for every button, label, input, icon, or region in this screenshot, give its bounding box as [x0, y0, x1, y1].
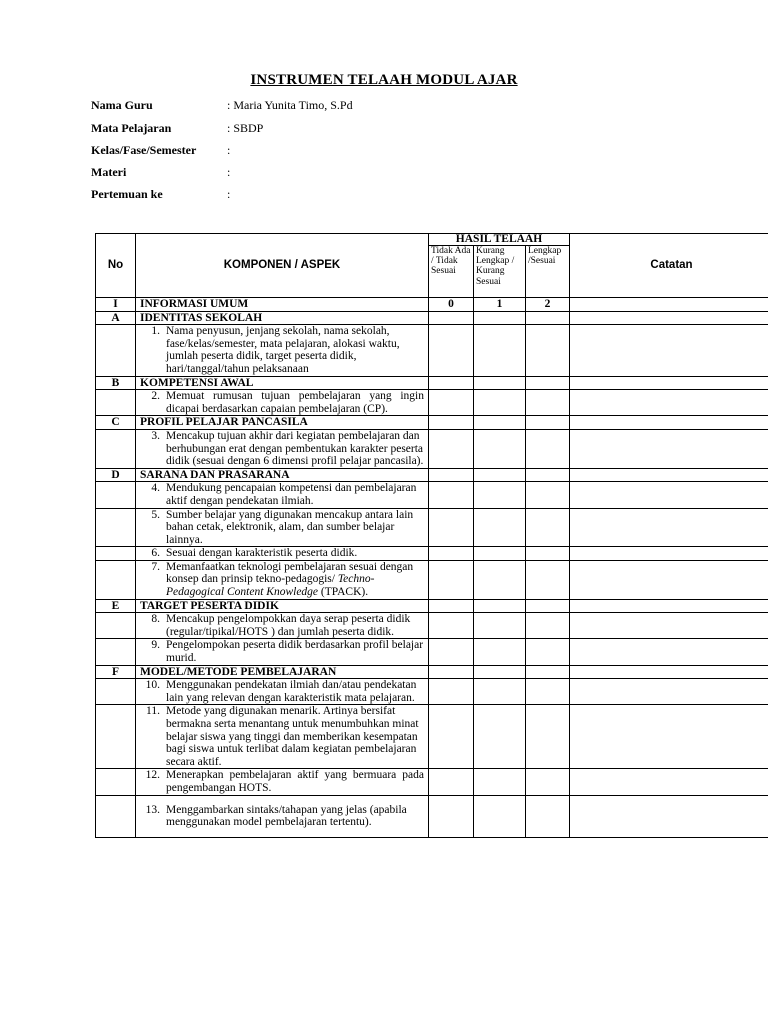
score-cell[interactable] [429, 560, 474, 599]
catatan-cell[interactable] [570, 298, 768, 312]
score-cell[interactable] [429, 482, 474, 508]
score-cell[interactable] [526, 390, 570, 416]
list-item [136, 795, 429, 837]
score-cell[interactable] [526, 639, 570, 665]
item-number: 2. [151, 390, 160, 403]
catatan-cell[interactable] [570, 795, 768, 837]
score-cell[interactable] [474, 769, 526, 795]
score-cell[interactable] [526, 665, 570, 679]
score-cell[interactable] [474, 795, 526, 837]
score-cell[interactable] [474, 599, 526, 613]
catatan-cell[interactable] [570, 769, 768, 795]
section-letter: C [96, 416, 136, 430]
item-text: Sesuai dengan karakteristik peserta didik. [166, 547, 358, 560]
score-cell[interactable] [429, 639, 474, 665]
list-item [136, 547, 429, 561]
catatan-cell[interactable] [570, 325, 768, 376]
item-number: 7. [151, 560, 160, 573]
score-cell[interactable] [474, 390, 526, 416]
score-cell[interactable] [429, 508, 474, 547]
header-komponen: KOMPONEN / ASPEK [136, 234, 429, 298]
score-cell[interactable] [429, 705, 474, 769]
item-number: 9. [151, 639, 160, 652]
score-cell[interactable] [526, 482, 570, 508]
score-cell[interactable] [429, 665, 474, 679]
section-letter: E [96, 599, 136, 613]
score-cell[interactable] [474, 639, 526, 665]
score-cell[interactable] [429, 325, 474, 376]
score-cell[interactable] [429, 311, 474, 325]
section-title: PROFIL PELAJAR PANCASILA [136, 416, 429, 430]
score-cell[interactable] [474, 376, 526, 390]
item-text: Pengelompokan peserta didik berdasarkan profil belajar murid. [166, 639, 424, 665]
item-text: Menggunakan pendekatan ilmiah dan/atau pendekatan lain yang relevan dengan karakteristik mata pelajaran. [166, 679, 417, 704]
score-value-2: 2 [526, 298, 570, 312]
score-cell[interactable] [526, 769, 570, 795]
list-item [136, 679, 429, 705]
item-number: 4. [151, 482, 160, 495]
section-title: TARGET PESERTA DIDIK [136, 599, 429, 613]
catatan-cell[interactable] [570, 560, 768, 599]
item-number: 13. [145, 803, 160, 816]
score-value-0: 0 [429, 298, 474, 312]
score-cell[interactable] [526, 705, 570, 769]
score-cell[interactable] [429, 429, 474, 468]
score-cell[interactable] [526, 468, 570, 482]
item-number: 5. [151, 508, 160, 521]
score-cell[interactable] [526, 679, 570, 705]
item-text: Mencakup tujuan akhir dari kegiatan pembelajaran dan berhubungan erat dengan pembentukan karakter peserta didik (sesuai dengan 6 dimensi profil pelajar pancasila). [166, 429, 424, 468]
score-cell[interactable] [429, 390, 474, 416]
item-text: Nama penyusun, jenjang sekolah, nama sekolah, fase/kelas/semester, mata pelajaran, alokasi waktu, jumlah peserta didik, target peserta didik, hari/tanggal/tahun pelaksanaan [166, 325, 400, 375]
info-label: Pertemuan ke [91, 187, 163, 201]
score-cell[interactable] [526, 416, 570, 430]
review-table [95, 233, 768, 838]
info-value: : [227, 187, 231, 201]
score-cell[interactable] [526, 795, 570, 837]
item-text-italic: Techno-Pedagogical Content Knowledge [166, 573, 375, 599]
score-cell[interactable] [429, 769, 474, 795]
group-title: INFORMASI UMUM [136, 298, 429, 312]
info-label: Mata Pelajaran [91, 121, 172, 135]
item-text: Memanfaatkan teknologi pembelajaran sesuai dengan konsep dan prinsip tekno-pedagogis/ [166, 560, 414, 586]
list-item [136, 769, 429, 795]
catatan-cell[interactable] [570, 508, 768, 547]
section-letter: F [96, 665, 136, 679]
header-catatan: Catatan [570, 234, 768, 298]
score-cell[interactable] [526, 560, 570, 599]
score-cell[interactable] [526, 547, 570, 561]
score-cell[interactable] [526, 508, 570, 547]
info-value: : Maria Yunita Timo, S.Pd [227, 98, 353, 112]
score-cell[interactable] [526, 311, 570, 325]
list-item [136, 482, 429, 508]
catatan-cell[interactable] [570, 665, 768, 679]
item-text-tail: (TPACK). [320, 586, 369, 599]
score-cell[interactable] [429, 547, 474, 561]
item-text: Mendukung pencapaian kompetensi dan pembelajaran aktif dengan pendekatan ilmiah. [166, 482, 417, 507]
catatan-cell[interactable] [570, 376, 768, 390]
list-item [136, 390, 429, 416]
list-item [136, 560, 429, 599]
list-item [136, 508, 429, 547]
score-cell[interactable] [474, 416, 526, 430]
score-value-1: 1 [474, 298, 526, 312]
score-cell[interactable] [474, 705, 526, 769]
catatan-cell[interactable] [570, 547, 768, 561]
info-label: Nama Guru [91, 98, 153, 112]
score-cell[interactable] [429, 599, 474, 613]
score-cell[interactable] [474, 613, 526, 639]
section-title: MODEL/METODE PEMBELAJARAN [136, 665, 429, 679]
score-cell[interactable] [429, 376, 474, 390]
score-cell[interactable] [474, 560, 526, 599]
catatan-cell[interactable] [570, 599, 768, 613]
score-cell[interactable] [474, 547, 526, 561]
catatan-cell[interactable] [570, 482, 768, 508]
info-label: Materi [91, 165, 127, 179]
item-text: Mencakup pengelompokkan daya serap peserta didik (regular/tipikal/HOTS ) dan jumlah peserta didik. [166, 613, 411, 638]
catatan-cell[interactable] [570, 416, 768, 430]
score-cell[interactable] [474, 325, 526, 376]
score-cell[interactable] [526, 599, 570, 613]
item-text: Metode yang digunakan menarik. Artinya bersifat bermakna serta menantang untuk menumbuhkan minat belajar siswa yang tinggi dan memberikan kesempatan bagi siswa untuk terlibat dalam kegiatan pembelajaran secara aktif. [166, 705, 419, 768]
score-cell[interactable] [474, 679, 526, 705]
item-number: 3. [151, 429, 160, 442]
catatan-cell[interactable] [570, 390, 768, 416]
item-text: Sumber belajar yang digunakan mencakup antara lain bahan cetak, elektronik, alam, dan sumber belajar lainnya. [166, 508, 414, 546]
score-cell[interactable] [526, 376, 570, 390]
score-label-1: Kurang Lengkap / Kurang Sesuai [474, 246, 526, 298]
score-cell[interactable] [429, 468, 474, 482]
document-title: INSTRUMEN TELAAH MODUL AJAR [250, 72, 518, 88]
item-text: Memuat rumusan tujuan pembelajaran yang ingin dicapai berdasarkan capaian pembelajaran (CP). [166, 390, 424, 415]
catatan-cell[interactable] [570, 429, 768, 468]
list-item [136, 429, 429, 468]
item-number: 12. [145, 769, 160, 782]
catatan-cell[interactable] [570, 679, 768, 705]
score-cell[interactable] [526, 429, 570, 468]
section-letter: D [96, 468, 136, 482]
info-value: : SBDP [227, 121, 264, 135]
section-letter: A [96, 311, 136, 325]
section-title: KOMPETENSI AWAL [136, 376, 429, 390]
catatan-cell[interactable] [570, 311, 768, 325]
score-cell[interactable] [474, 468, 526, 482]
score-cell[interactable] [474, 482, 526, 508]
item-text: Menerapkan pembelajaran aktif yang bermuara pada pengembangan HOTS. [166, 769, 424, 794]
score-cell[interactable] [526, 613, 570, 639]
item-number: 6. [151, 547, 160, 560]
group-no: I [96, 298, 136, 312]
list-item [136, 705, 429, 769]
catatan-cell[interactable] [570, 639, 768, 665]
item-number: 8. [151, 613, 160, 626]
score-cell[interactable] [526, 325, 570, 376]
score-cell[interactable] [429, 416, 474, 430]
header-no: No [96, 234, 136, 298]
score-cell[interactable] [429, 679, 474, 705]
score-label-2: Lengkap /Sesuai [526, 246, 570, 298]
score-cell[interactable] [429, 613, 474, 639]
score-cell[interactable] [474, 665, 526, 679]
item-number: 11. [146, 705, 160, 718]
score-cell[interactable] [474, 508, 526, 547]
item-text: Menggambarkan sintaks/tahapan yang jelas (apabila menggunakan model pembelajaran tertentu). [166, 803, 407, 829]
info-value: : [227, 165, 231, 179]
catatan-cell[interactable] [570, 705, 768, 769]
score-cell[interactable] [429, 795, 474, 837]
list-item [136, 639, 429, 665]
section-letter: B [96, 376, 136, 390]
score-cell[interactable] [474, 311, 526, 325]
list-item [136, 325, 429, 376]
info-value: : [227, 143, 231, 157]
score-label-0: Tidak Ada / Tidak Sesuai [429, 246, 474, 298]
header-hasil-telaah: HASIL TELAAH [429, 234, 570, 246]
item-number: 10. [145, 679, 160, 692]
catatan-cell[interactable] [570, 613, 768, 639]
section-title: IDENTITAS SEKOLAH [136, 311, 429, 325]
catatan-cell[interactable] [570, 468, 768, 482]
info-label: Kelas/Fase/Semester [91, 143, 197, 157]
section-title: SARANA DAN PRASARANA [136, 468, 429, 482]
score-cell[interactable] [474, 429, 526, 468]
list-item [136, 613, 429, 639]
item-number: 1. [151, 325, 160, 338]
